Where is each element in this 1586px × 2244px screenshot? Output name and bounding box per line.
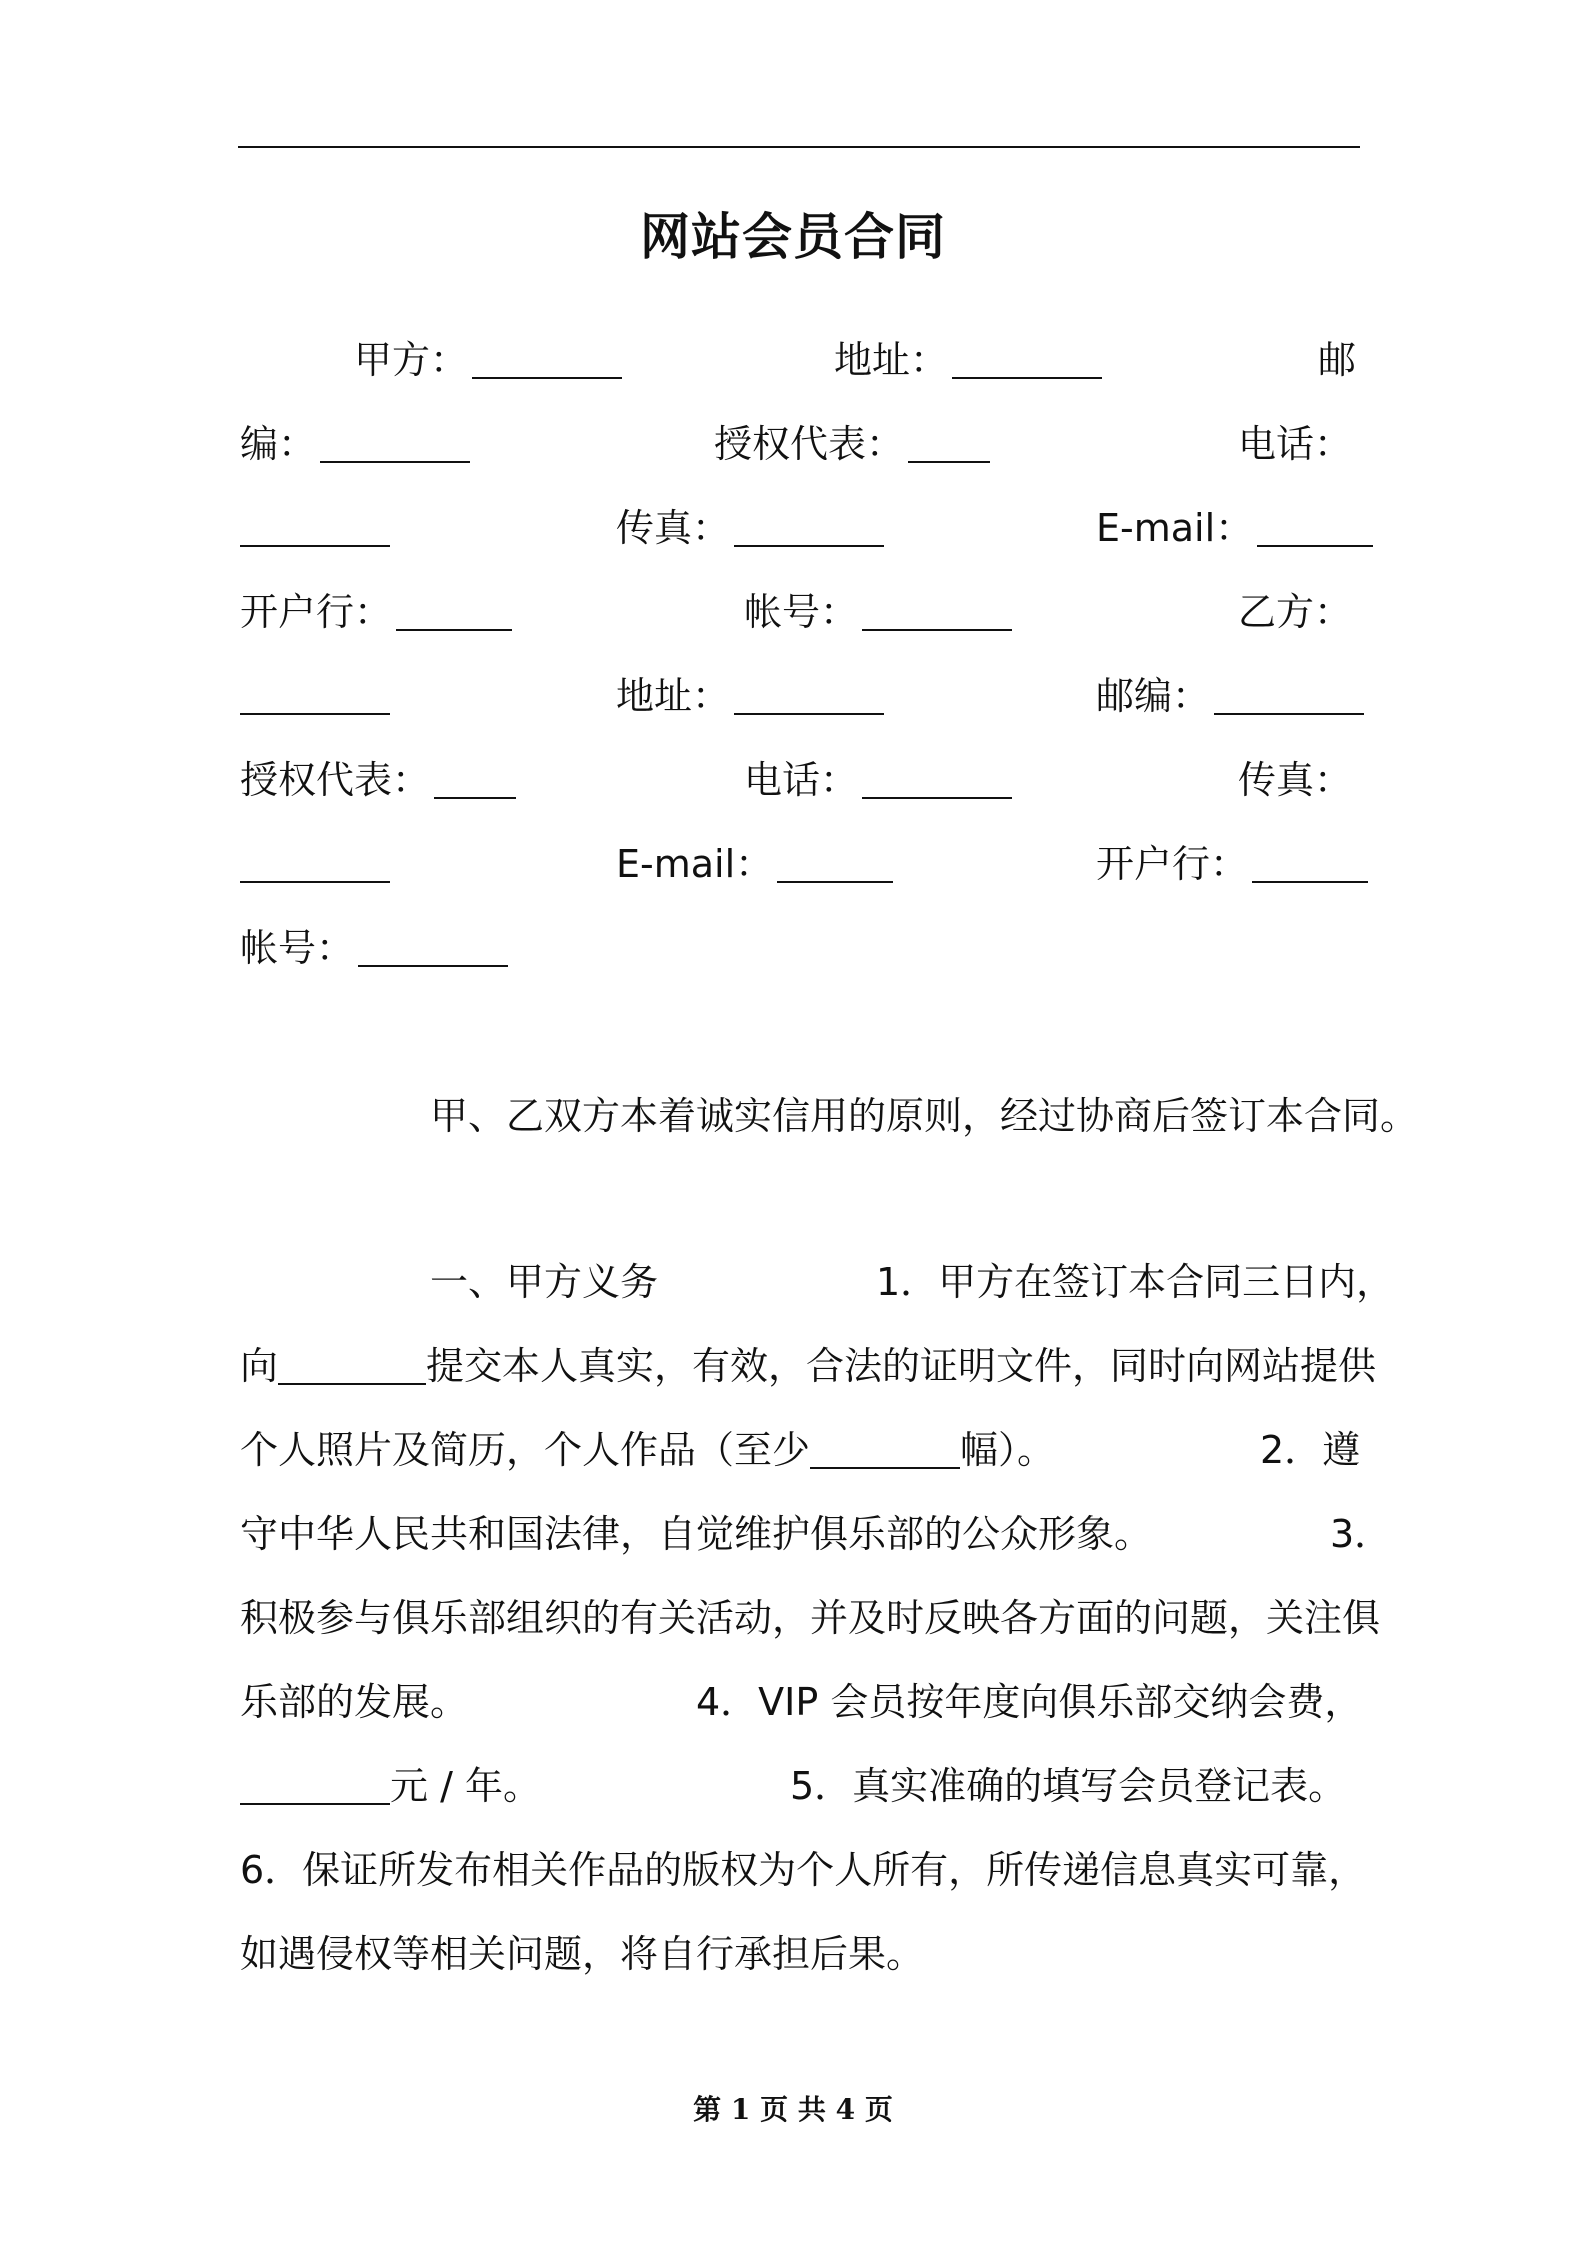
party-b-phone-field <box>744 738 1012 822</box>
section1-row-5 <box>0 1576 1586 1660</box>
party-b-postcode-field <box>1096 654 1364 738</box>
party-a-phone-label: 电话： <box>1238 422 1353 466</box>
party-b-email-label: E-mail： <box>616 842 774 886</box>
party-a-bank-label: 开户行： <box>240 590 393 634</box>
section1-row-8 <box>0 1828 1586 1912</box>
clause-1-works-text: 个人照片及简历，个人作品（至少 <box>240 1428 811 1472</box>
section1-row-9 <box>0 1912 1586 1996</box>
party-a-bank-blank[interactable] <box>396 629 512 631</box>
clause-1-start: 1．甲方在签订本合同三日内， <box>876 1260 1395 1304</box>
party-b-address-field <box>616 654 884 738</box>
intro-paragraph: 甲、乙双方本着诚实信用的原则，经过协商后签订本合同。 <box>430 1094 1419 1138</box>
party-a-account-blank[interactable] <box>862 629 1012 631</box>
clause-1-recipient-blank[interactable] <box>278 1383 426 1385</box>
party-row-3 <box>0 486 1586 570</box>
party-b-postcode-blank[interactable] <box>1214 713 1364 715</box>
party-b-fax-label: 传真： <box>1238 758 1353 802</box>
party-row-2 <box>0 402 1586 486</box>
party-b-email-field <box>616 822 893 906</box>
intro-row <box>0 1074 1586 1158</box>
party-a-postcode-label-start: 邮 <box>1318 338 1357 382</box>
clause-1-text-after-blank: 提交本人真实，有效，合法的证明文件，同时向网站提供 <box>426 1344 1377 1388</box>
section1-row-2 <box>0 1324 1586 1408</box>
party-b-bank-label: 开户行： <box>1096 842 1249 886</box>
clause-1-works-unit: 幅）。 <box>960 1428 1056 1472</box>
party-a-representative-blank[interactable] <box>908 461 990 463</box>
section1-row-1 <box>0 1240 1586 1324</box>
party-a-field <box>354 318 622 402</box>
clause-4-fee-unit: 元 / 年。 <box>390 1764 541 1808</box>
clause-6-end: 如遇侵权等相关问题，将自行承担后果。 <box>240 1932 925 1976</box>
party-b-blank-wrap <box>240 654 390 738</box>
party-b-bank-field <box>1096 822 1368 906</box>
party-b-postcode-label: 邮编： <box>1096 674 1211 718</box>
party-a-postcode-field <box>240 402 470 486</box>
party-a-address-field <box>834 318 1102 402</box>
party-a-blank[interactable] <box>472 377 622 379</box>
party-b-representative-field <box>240 738 516 822</box>
section1-row-7 <box>0 1744 1586 1828</box>
party-row-8 <box>0 906 1586 990</box>
section1-row-4 <box>0 1492 1586 1576</box>
party-b-account-field <box>240 906 508 990</box>
party-a-fax-field <box>616 486 884 570</box>
clause-4-start: 4．VIP 会员按年度向俱乐部交纳会费， <box>696 1680 1363 1724</box>
document-title: 网站会员合同 <box>640 208 946 266</box>
party-row-5 <box>0 654 1586 738</box>
party-b-fax-blank[interactable] <box>240 881 390 883</box>
party-b-representative-label: 授权代表： <box>240 758 431 802</box>
party-a-email-field <box>1096 486 1373 570</box>
party-a-account-label: 帐号： <box>744 590 859 634</box>
clause-1-line-2 <box>240 1324 1376 1408</box>
party-a-email-label: E-mail： <box>1096 506 1254 550</box>
party-row-7 <box>0 822 1586 906</box>
party-a-address-blank[interactable] <box>952 377 1102 379</box>
page-footer: 第 1 页 共 4 页 <box>693 2093 893 2126</box>
party-b-blank[interactable] <box>240 713 390 715</box>
clause-6-text: 6．保证所发布相关作品的版权为个人所有，所传递信息真实可靠， <box>240 1848 1367 1892</box>
clause-5-text: 5．真实准确的填写会员登记表。 <box>790 1764 1347 1808</box>
clause-3-text: 积极参与俱乐部组织的有关活动，并及时反映各方面的问题，关注俱 <box>240 1596 1381 1640</box>
party-a-fax-blank[interactable] <box>734 545 884 547</box>
party-row-6 <box>0 738 1586 822</box>
section1-heading: 一、甲方义务 <box>430 1260 659 1304</box>
clause-1-line-3 <box>240 1408 1055 1492</box>
party-b-representative-blank[interactable] <box>434 797 516 799</box>
party-b-account-blank[interactable] <box>358 965 508 967</box>
clause-2-text: 守中华人民共和国法律，自觉维护俱乐部的公众形象。 <box>240 1512 1153 1556</box>
party-b-phone-label: 电话： <box>744 758 859 802</box>
clause-4-fee-blank[interactable] <box>240 1803 390 1805</box>
party-a-representative-label: 授权代表： <box>714 422 905 466</box>
party-a-account-field <box>744 570 1012 654</box>
party-b-phone-blank[interactable] <box>862 797 1012 799</box>
party-b-fax-blank-wrap <box>240 822 390 906</box>
party-a-bank-field <box>240 570 512 654</box>
party-a-phone-blank-wrap <box>240 486 390 570</box>
clause-4-fee <box>240 1744 541 1828</box>
party-b-email-blank[interactable] <box>777 881 893 883</box>
party-b-account-label: 帐号： <box>240 926 355 970</box>
party-a-phone-blank[interactable] <box>240 545 390 547</box>
party-b-bank-blank[interactable] <box>1252 881 1368 883</box>
header-rule <box>238 146 1360 148</box>
party-b-address-label: 地址： <box>616 674 731 718</box>
party-b-label: 乙方： <box>1238 590 1353 634</box>
clause-1-works-count-blank[interactable] <box>810 1467 960 1469</box>
section1-row-3 <box>0 1408 1586 1492</box>
party-a-fax-label: 传真： <box>616 506 731 550</box>
clause-3-start: 3． <box>1330 1512 1393 1556</box>
party-a-postcode-label: 编： <box>240 422 317 466</box>
party-a-postcode-blank[interactable] <box>320 461 470 463</box>
party-a-representative-field <box>714 402 990 486</box>
clause-2-start: 2．遵 <box>1260 1428 1361 1472</box>
party-a-address-label: 地址： <box>834 338 949 382</box>
section1-row-6 <box>0 1660 1586 1744</box>
party-b-address-blank[interactable] <box>734 713 884 715</box>
party-a-email-blank[interactable] <box>1257 545 1373 547</box>
clause-3-end: 乐部的发展。 <box>240 1680 469 1724</box>
party-a-label: 甲方： <box>354 338 469 382</box>
party-row-1 <box>0 318 1586 402</box>
clause-1-text-before-blank: 向 <box>240 1344 279 1388</box>
party-row-4 <box>0 570 1586 654</box>
